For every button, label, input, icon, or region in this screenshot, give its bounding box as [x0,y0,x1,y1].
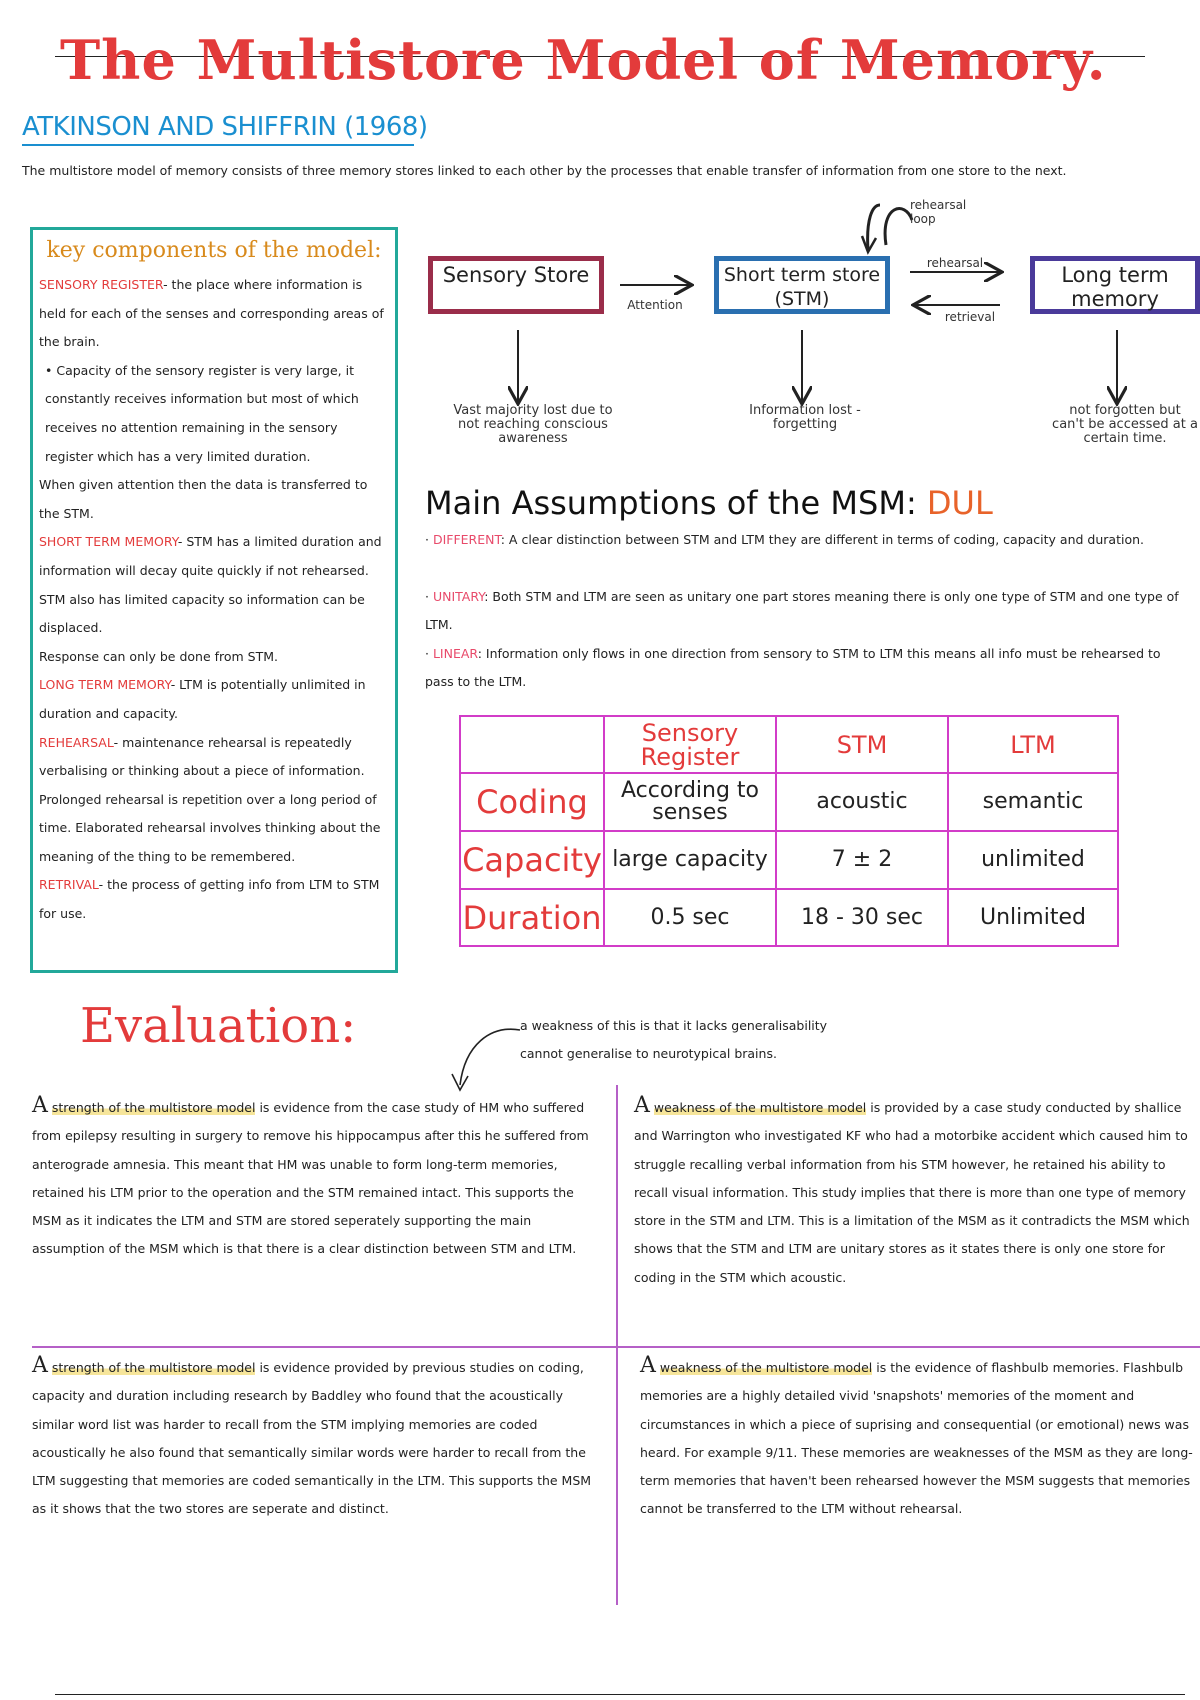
retrieval-term: RETRIVAL [39,877,99,893]
rehearsal-term: REHEARSAL [39,734,114,750]
table-row [460,889,1118,946]
evaluation-note: a weakness of this is that it lacks generalisability cannot generalise to neurotypical brains. [520,1018,828,1061]
table-row [460,773,1118,831]
assumptions-acronym: DUL [926,484,993,522]
table-header-cell: STM [776,716,948,773]
table-cell: Unlimited [948,889,1118,946]
table-row-label: Coding [460,773,604,831]
response-note: Response can only be done from STM. [39,648,279,664]
assumptions-title: Main Assumptions of the MSM: [425,484,917,522]
sensory-register-term: SENSORY REGISTER [39,277,164,292]
weakness-1-heading: weakness of the multistore model [653,1100,867,1115]
table-row-label: Capacity [460,831,604,889]
assumption-linear-term: LINEAR [432,646,478,661]
table-header-row [460,716,1118,773]
stm-term: SHORT TERM MEMORY [39,534,178,550]
ltm-store-box: Long term memory [1030,256,1200,314]
table-row [460,831,1118,889]
evaluation-weakness-2: A weakness of the multistore model is the evidence of flashbulb memories. Flashbulb memories are a highly detailed vivid 'snapshots' memories of the moment and circumstances in which a piece of suprising and consequential (or emotional) news was heard. For example 9/11. These memories are weaknesses of the MSM as they are long-term memories that haven't been rehearsed however the MSM suggests that memories cannot be transferred to the LTM without rehearsal. [640,1353,1193,1517]
retrieval-definition [39,871,389,928]
retrieval-label: retrieval [944,310,996,324]
assumption-unitary-term: UNITARY [432,589,485,604]
page-title: The Multistore Model of Memory. [60,28,1107,92]
assumption-linear: · LINEAR: Information only flows in one direction from sensory to STM to LTM this means all info must be rehearsed to pass to the LTM. [425,646,1161,689]
table-cell: semantic [948,773,1118,831]
stm-text: - STM has a limited duration and information will decay quite quickly if not rehearsed. STM also has limited capacity so information can be displaced. [39,534,382,636]
table-cell: unlimited [948,831,1118,889]
evaluation-strength-1: A strength of the multistore model is evidence from the case study of HM who suffered from epilepsy resulting in surgery to remove his hippocampus after this he suffered from anterograde amnesia. This meant that HM was unable to form long-term memories, retained his LTM prior to the operation and the STM remained intact. This supports the MSM as it indicates the LTM and STM are stored seperately supporting the main assumption of the MSM which is that there is a clear distinction between STM and LTM. [32,1093,589,1257]
sensory-store-box: Sensory Store [428,256,604,314]
table-cell: large capacity [604,831,776,889]
stm-store-box: Short term store (STM) [714,256,890,314]
stm-definition [39,528,389,642]
strength-1-heading: strength of the multistore model [51,1100,256,1115]
sensory-outcome: Vast majority lost due to not reaching conscious awareness [453,403,613,446]
evaluation-divider-vertical [616,1085,618,1605]
table-cell: acoustic [776,773,948,831]
rehearsal-definition [39,729,389,872]
assumption-different-term: DIFFERENT [432,532,501,547]
strength-2-heading: strength of the multistore model [51,1360,256,1375]
assumption-unitary: · UNITARY: Both STM and LTM are seen as unitary one part stores meaning there is only one type of STM and one type of LTM. [425,589,1179,632]
evaluation-strength-2: A strength of the multistore model is evidence provided by previous studies on coding, capacity and duration including research by Baddley who found that the acoustically similar word list was harder to recall from the STM implying memories are coded acoustically he also found that semantically similar words were harder to recall from the LTM suggesting that memories are coded semantically in the LTM. This supports the MSM as it shows that the two stores are seperate and distinct. [32,1353,592,1517]
table-header-cell [460,716,604,773]
ltm-text: - LTM is potentially unlimited in duration and capacity. [39,677,366,721]
stm-outcome: Information lost - forgetting [749,403,861,432]
weakness-1-text: is provided by a case study conducted by shallice and Warrington who investigated KF who had a motorbike accident which caused him to struggle recalling verbal information from his STM however, he retained his ability to recall visual information. This study implies that there is more than one type of memory store in the STM and LTM. This is a limitation of the MSM as it contradicts the MSM which shows that the STM and LTM are unitary stores as it states there is only one store for coding in the STM which acoustic. [634,1100,1190,1285]
evaluation-title: Evaluation: [80,998,357,1054]
intro-text: The multistore model of memory consists of three memory stores linked to each other by the processes that enable transfer of information from one store to the next. [22,163,1067,178]
strength-1-text: is evidence from the case study of HM who suffered from epilepsy resulting in surgery to remove his hippocampus after this he suffered from anterograde amnesia. This meant that HM was unable to form long-term memories, retained his LTM prior to the operation and the STM remained intact. This supports the MSM as it indicates the LTM and STM are stored seperately supporting the main assumption of the MSM which is that there is a clear distinction between STM and LTM. [32,1100,589,1257]
attention-label: Attention [627,298,683,312]
assumptions-heading [425,484,993,522]
bottom-rule [55,1694,1185,1695]
assumption-linear-text: : Information only flows in one direction from sensory to STM to LTM this means all info must be rehearsed to pass to the LTM. [425,646,1161,689]
assumption-different: · DIFFERENT: A clear distinction between STM and LTM they are different in terms of coding, capacity and duration. [425,532,1144,547]
capacity-note: • Capacity of the sensory register is very large, it constantly receives information but most of which receives no attention remaining in the sensory register which has a very limited duration. [45,362,359,464]
assumption-unitary-text: : Both STM and LTM are seen as unitary one part stores meaning there is only one type of STM and one type of LTM. [425,589,1179,632]
table-cell: According to senses [604,773,776,831]
table-header-cell: LTM [948,716,1118,773]
strength-2-text: is evidence provided by previous studies on coding, capacity and duration including research by Baddley who found that the acoustically similar word list was harder to recall from the STM implying memories are coded acoustically he also found that semantically similar words were harder to recall from the LTM suggesting that memories are coded semantically in the LTM. This supports the MSM as it shows that the two stores are seperate and distinct. [32,1360,592,1517]
ltm-term: LONG TERM MEMORY [39,677,171,693]
table-row-label: Duration [460,889,604,946]
rehearsal-loop-label: rehearsal loop [910,198,967,226]
table-cell: 18 - 30 sec [776,889,948,946]
evaluation-divider-horizontal [32,1346,1200,1348]
ltm-definition [39,671,389,728]
rehearsal-label: rehearsal [926,256,984,270]
key-components-title: key components of the model: [46,238,382,263]
table-cell: 0.5 sec [604,889,776,946]
weakness-2-heading: weakness of the multistore model [659,1360,873,1375]
rehearsal-text: - maintenance rehearsal is repeatedly verbalising or thinking about a piece of information. Prolonged rehearsal is repetition over a long period of time. Elaborated rehearsal involves thinking about the meaning of the thing to be remembered. [39,734,381,864]
sensory-register-text: - the place where information is held for each of the senses and corresponding areas of the brain. [39,277,384,350]
weakness-2-text: is the evidence of flashbulb memories. Flashbulb memories are a highly detailed vivid 'snapshots' memories of the moment and circumstances in which a piece of suprising and consequential (or emotional) news was heard. For example 9/11. These memories are weaknesses of the MSM as they are long-term memories that haven't been rehearsed however the MSM suggests that memories cannot be transferred to the LTM without rehearsal. [640,1360,1193,1517]
table-cell: 7 ± 2 [776,831,948,889]
page-subtitle: ATKINSON AND SHIFFRIN (1968) [22,112,428,142]
table-header-cell: Sensory Register [604,716,776,773]
memory-comparison-table [459,715,1119,947]
ltm-outcome: not forgotten but can't be accessed at a certain time. [1052,403,1198,446]
attention-note: When given attention then the data is transferred to the STM. [39,477,368,521]
assumption-different-text: : A clear distinction between STM and LTM they are different in terms of coding, capacity and duration. [500,532,1144,547]
evaluation-weakness-1: A weakness of the multistore model is provided by a case study conducted by shallice and Warrington who investigated KF who had a motorbike accident which caused him to struggle recalling verbal information from his STM however, he retained his ability to recall visual information. This study implies that there is more than one type of memory store in the STM and LTM. This is a limitation of the MSM as it contradicts the MSM which shows that the STM and LTM are unitary stores as it states there is only one store for coding in the STM which acoustic. [634,1093,1190,1285]
retrieval-text: - the process of getting info from LTM to STM for use. [39,877,380,922]
